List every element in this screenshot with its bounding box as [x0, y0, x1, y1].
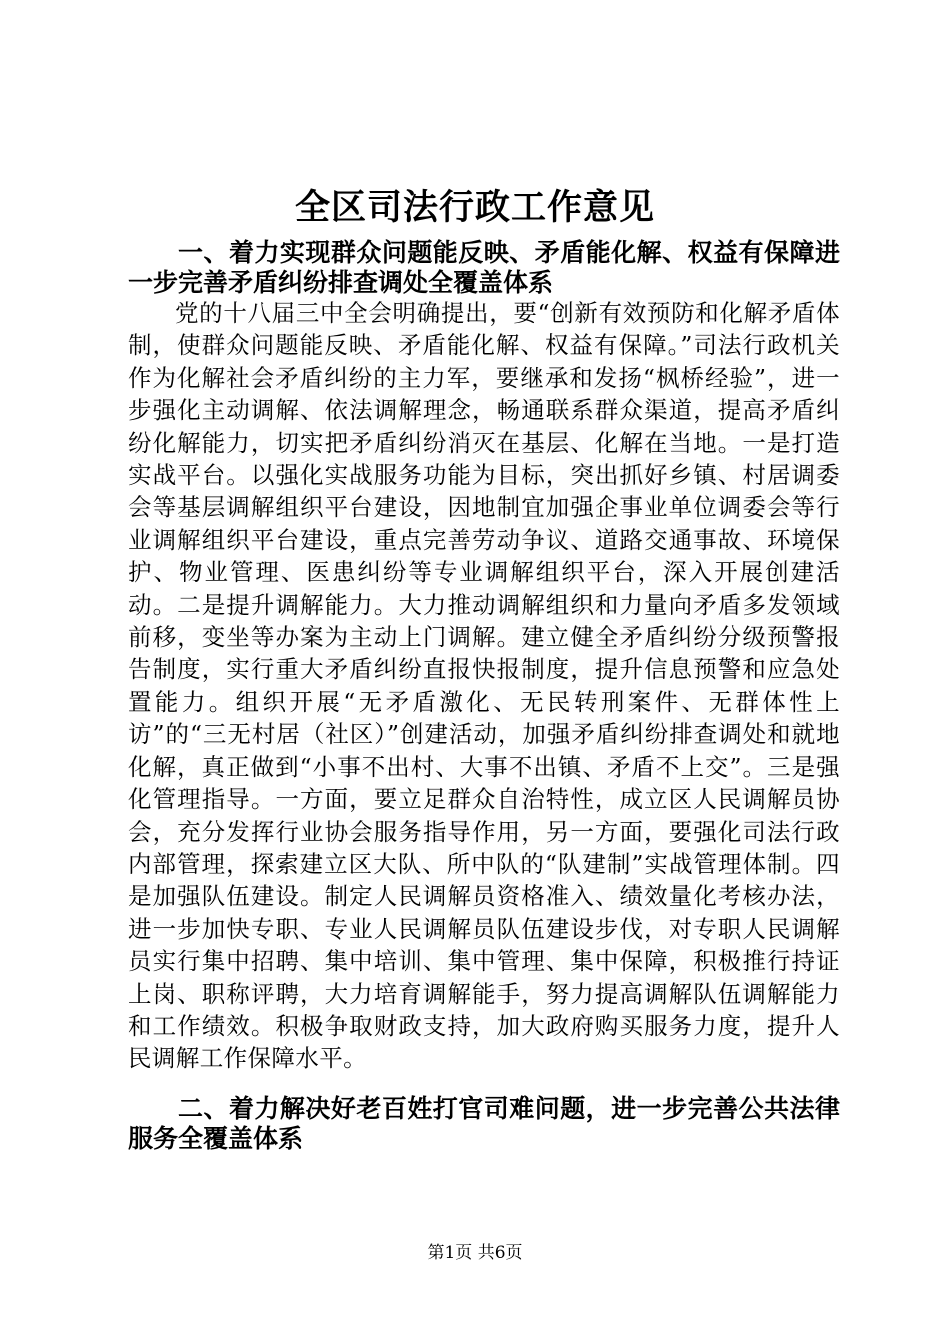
section-1-body: 党的十八届三中全会明确提出，要“创新有效预防和化解矛盾体制，使群众问题能反映、矛盾能化解、权益有保障。”司法行政机关作为化解社会矛盾纠纷的主力军，要继承和发扬“枫桥经验”，进一步强化主动调解、依法调解理念，畅通联系群众渠道，提高矛盾纠纷化解能力，切实把矛盾纠纷消灭在基层、化解在当地。一是打造实战平台。以强化实战服务功能为目标，突出抓好乡镇、村居调委会等基层调解组织平台建设，因地制宜加强企事业单位调委会等行业调解组织平台建设，重点完善劳动争议、道路交通事故、环境保护、物业管理、医患纠纷等专业调解组织平台，深入开展创建活动。二是提升调解能力。大力推动调解组织和力量向矛盾多发领域前移，变坐等办案为主动上门调解。建立健全矛盾纠纷分级预警报告制度，实行重大矛盾纠纷直报快报制度，提升信息预警和应急处置能力。组织开展“无矛盾激化、无民转刑案件、无群体性上访”的“三无村居（社区）”创建活动，加强矛盾纠纷排查调处和就地化解，真正做到“小事不出村、大事不出镇、矛盾不上交”。三是强化管理指导。一方面，要立足群众自治特性，成立区人民调解员协会，充分发挥行业协会服务指导作用，另一方面，要强化司法行政内部管理，探索建立区大队、所中队的“队建制”实战管理体制。四是加强队伍建设。制定人民调解员资格准入、绩效量化考核办法，进一步加快专职、专业人民调解员队伍建设步伐，对专职人民调解员实行集中招聘、集中培训、集中管理、集中保障，积极推行持证上岗、职称评聘，大力培育调解能手，努力提高调解队伍调解能力和工作绩效。积极争取财政支持，加大政府购买服务力度，提升人民调解工作保障水平。: [128, 299, 840, 1073]
section-1-heading: 一、着力实现群众问题能反映、矛盾能化解、权益有保障进一步完善矛盾纠纷排查调处全覆盖体系: [128, 238, 840, 297]
page-footer: 第1页 共6页: [427, 1243, 523, 1263]
document-title: 全区司法行政工作意见: [294, 188, 655, 228]
section-2-heading: 二、着力解决好老百姓打官司难问题，进一步完善公共法律服务全覆盖体系: [128, 1094, 840, 1153]
